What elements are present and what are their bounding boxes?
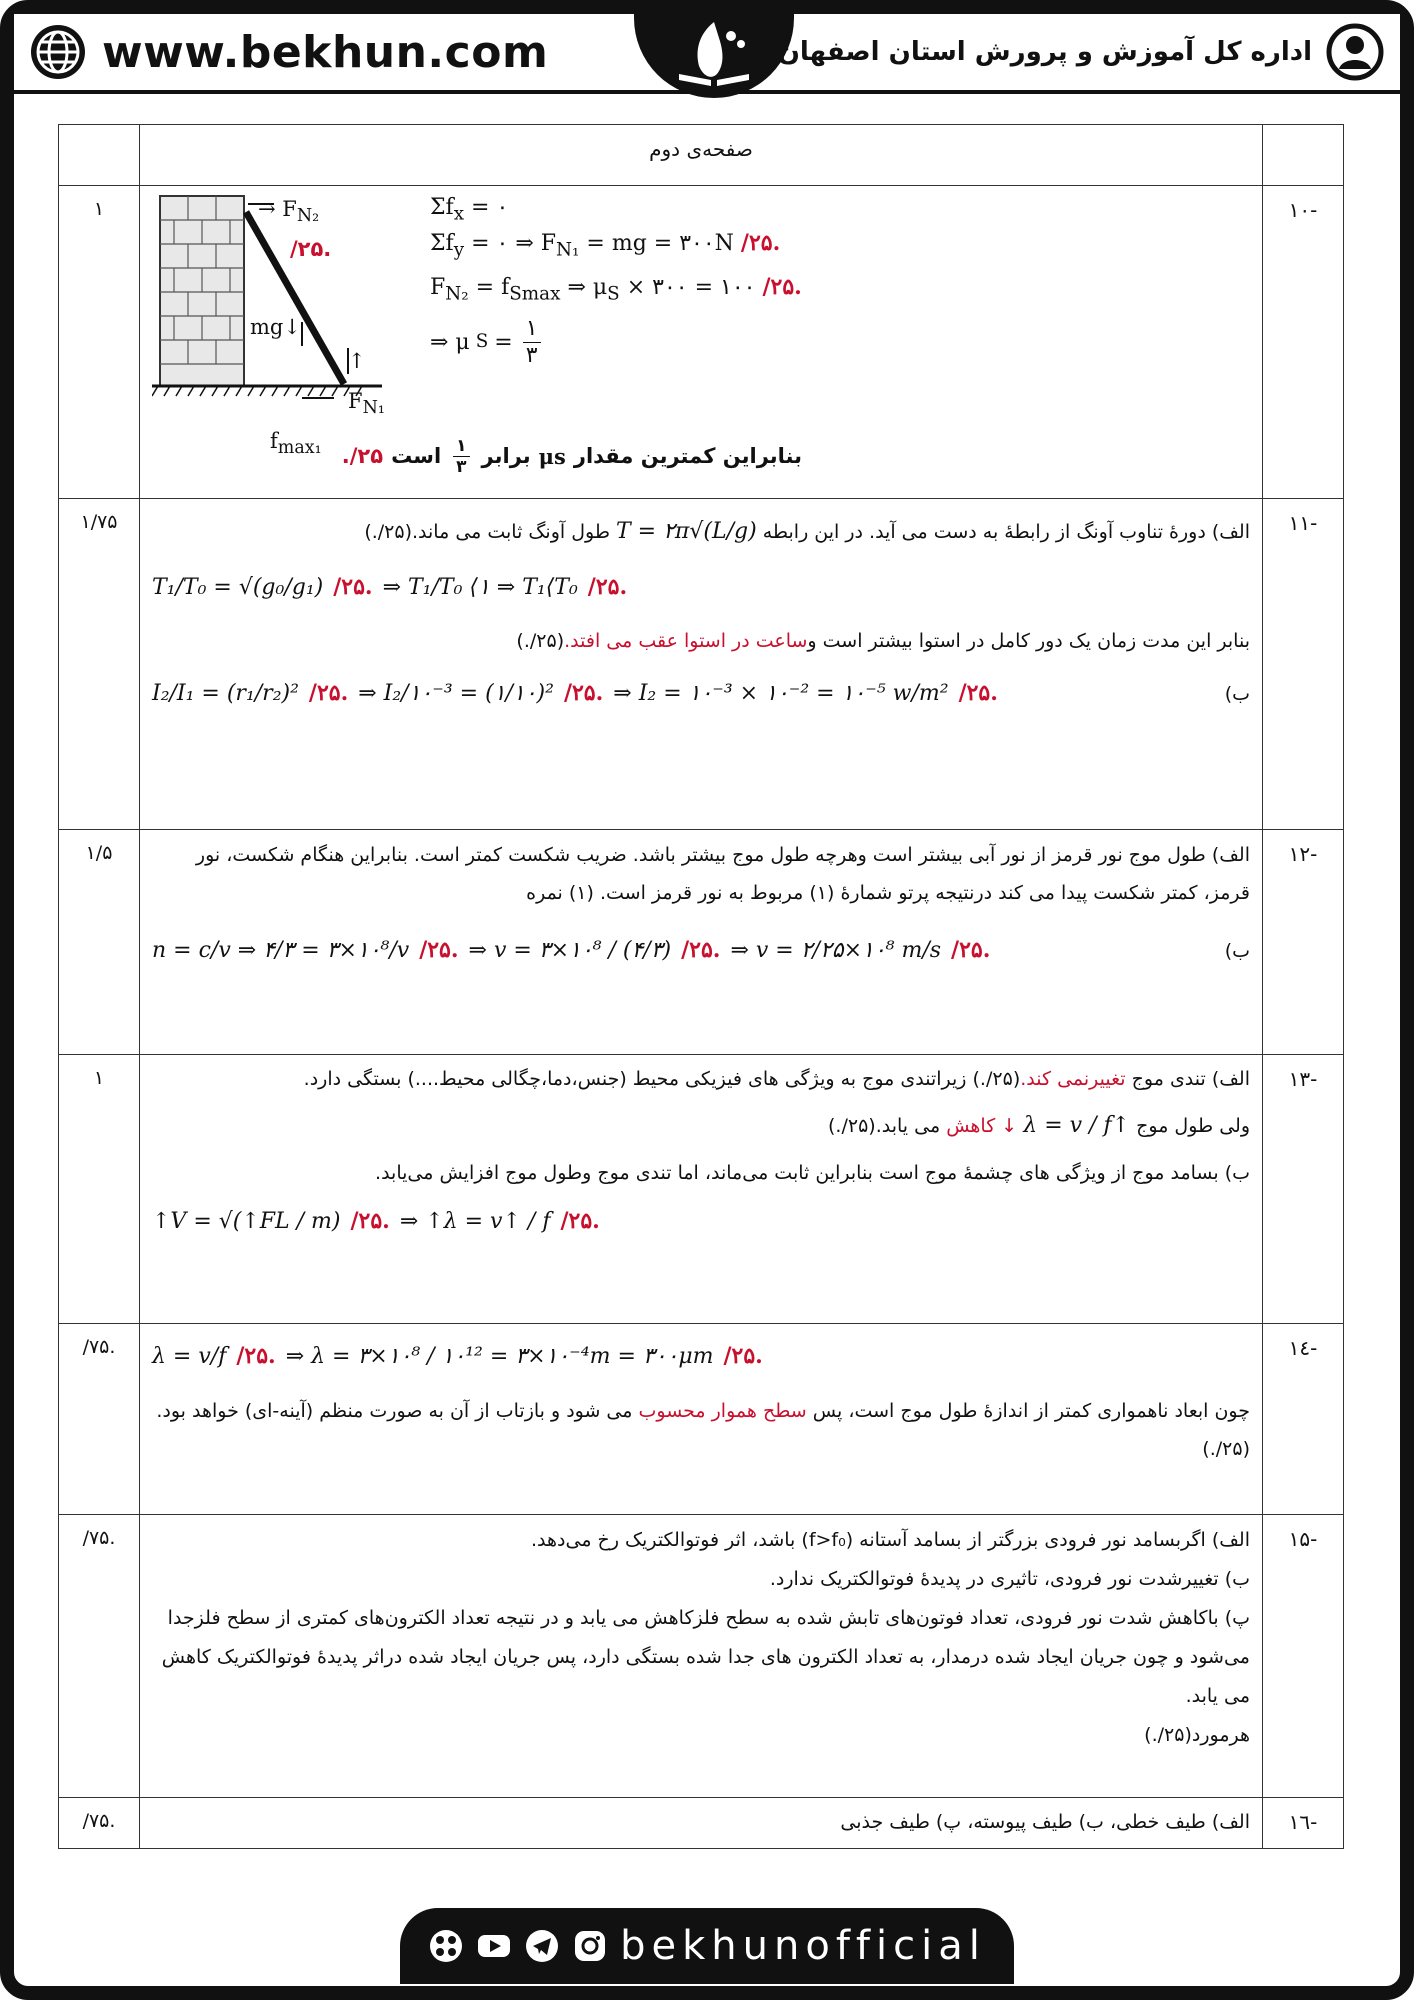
answer-body <box>140 830 1263 1055</box>
answer-body <box>140 1798 1263 1849</box>
question-score: /۷۵. <box>59 1515 140 1798</box>
question-row-16 <box>59 1798 1344 1849</box>
eq-sum-fy: $\Sigma f_y$ = ۰ ⇒ $F_{N_1}$ = mg = ۳۰۰N /۲۵. <box>430 229 781 261</box>
answer-body <box>140 499 1263 830</box>
org-title <box>778 24 1384 80</box>
brand-logo <box>634 10 794 98</box>
question-number: -۱٤ <box>1263 1324 1344 1515</box>
question-number: -۱۲ <box>1263 830 1344 1055</box>
friction-label: $f_{max_1}$ <box>270 429 322 459</box>
normal-force-floor-label: ↑ $F_{N_1}$ <box>348 349 385 419</box>
org-title-text: اداره کل آموزش و پرورش استان اصفهان <box>777 37 1312 67</box>
question-number: -۱۰ <box>1263 186 1344 499</box>
user-icon <box>1326 23 1384 81</box>
social-handle[interactable]: bekhunofficial <box>620 1923 986 1969</box>
weight-label: mg↓ <box>250 315 301 339</box>
q12-line-b: ب) n = c/v ⇒ ۴/۳ = ۳×۱۰⁸/v /۲۵. ⇒ v = ۳×۱۰⁸ / (۴/۳) /۲۵. ⇒ v = ۲/۲۵×۱۰⁸ m/s /۲۵. <box>152 930 1250 972</box>
answer-body <box>140 1324 1263 1515</box>
question-row-11 <box>59 499 1344 830</box>
q12-formula: n = c/v ⇒ ۴/۳ = ۳×۱۰⁸/v /۲۵. ⇒ v = ۳×۱۰⁸ / (۴/۳) /۲۵. ⇒ v = ۲/۲۵×۱۰⁸ m/s /۲۵. <box>152 937 991 963</box>
telegram-icon[interactable] <box>524 1928 560 1964</box>
question-score: ۱ <box>59 1055 140 1324</box>
aparat-icon[interactable] <box>428 1928 464 1964</box>
header-num-cell <box>1263 125 1344 186</box>
question-number: -۱٦ <box>1263 1798 1344 1849</box>
table-header-row <box>59 125 1344 186</box>
q13-line-a: الف) تندی موج تغییرنمی کند.(۲۵/.) زیراتندی موج به ویژگی های فیزیکی محیط (جنس،دما،چگالی محیط....) بستگی دارد. <box>303 1068 1250 1090</box>
question-row-15 <box>59 1515 1344 1798</box>
normal-force-wall-label: → $F_{N_2}$ <box>258 197 320 227</box>
q13-formula: ↑V = √(↑FL / m) /۲۵. ⇒ ↑λ = v↑ / f /۲۵. <box>152 1207 600 1234</box>
figure-mark: /۲۵. <box>290 237 332 261</box>
social-footer <box>400 1908 1014 1984</box>
site-url[interactable]: www.bekhun.com <box>102 26 549 78</box>
q11-line4: ب) I₂/I₁ = (r₁/r₂)² /۲۵. ⇒ I₂/۱۰⁻³ = (۱/۱۰)² /۲۵. ⇒ I₂ = ۱۰⁻³ × ۱۰⁻² = ۱۰⁻⁵ w/m² /۲۵. <box>152 673 1250 715</box>
eq-friction: $F_{N_2} = f_{Smax}$ ⇒ $\mu_S$ × ۳۰۰ = ۱۰۰ /۲۵. <box>430 273 802 305</box>
q14-formula: λ = v/f /۲۵. ⇒ λ = ۳×۱۰⁸ / ۱۰¹² = ۳×۱۰⁻⁴m = ۳۰۰μm /۲۵. <box>152 1343 763 1369</box>
site-link[interactable] <box>28 22 548 82</box>
q10-conclusion: بنابراین کمترین مقدار μs برابر $\frac{۱}{۳}$ است ۲۵/. <box>341 436 802 478</box>
question-row-14 <box>59 1324 1344 1515</box>
answer-table <box>58 124 1344 1849</box>
question-number: -۱۱ <box>1263 499 1344 830</box>
q15-line3: پ) باکاهش شدت نور فرودی، تعداد فوتون‌های تابش شده به سطح فلزکاهش می یابد و در نتیجه تعداد الکترون‌های کمتری از سطح فلزجدا می‌شود و چون جریان ایجاد شده درمدار، به تعداد الکترون های جدا شده بستگی دارد، پس جریان ایجاد شده دراثر پدیدهٔ فوتوالکتریک کاهش می یابد. <box>161 1606 1250 1707</box>
question-row-12 <box>59 830 1344 1055</box>
eq-sum-fx: $\Sigma f_x$ = ۰ <box>430 195 509 225</box>
question-number: -۱۵ <box>1263 1515 1344 1798</box>
q13-line-b: ولی طول موج λ = v / f↑ ↓ کاهش می یابد.(۲۵/.) <box>828 1113 1250 1139</box>
book-logo-icon <box>659 14 769 94</box>
q10-equations <box>430 192 802 370</box>
question-score: ۱/۵ <box>59 830 140 1055</box>
q14-para: چون ابعاد ناهمواری کمتر از اندازهٔ طول موج است، پس سطح هموار محسوب می شود و بازتاب از آن به صورت منظم (آینه-ای) خواهد بود.(۲۵/.) <box>156 1399 1250 1460</box>
header-score-cell <box>59 125 140 186</box>
q11-line3: بنابر این مدت زمان یک دور کامل در استوا بیشتر است وساعت در استوا عقب می افتد.(۲۵/.) <box>516 629 1250 652</box>
page-title: صفحه‌ی دوم <box>140 125 1263 186</box>
answer-body <box>140 186 1263 499</box>
question-score: ۱/۷۵ <box>59 499 140 830</box>
q13-line-c: ب) بسامد موج از ویژگی های چشمهٔ موج است بنابراین ثابت می‌ماند، اما تندی موج وطول موج افزایش می‌یابد. <box>375 1161 1250 1184</box>
q11-line2: T₁/T₀ = √(g₀/g₁) /۲۵. ⇒ T₁/T₀ ⟨۱ ⇒ T₁⟨T₀ /۲۵. <box>152 573 628 600</box>
q15-line4: هرمورد(۲۵/.) <box>1144 1723 1250 1746</box>
globe-icon <box>28 22 88 82</box>
question-number: -۱۳ <box>1263 1055 1344 1324</box>
answer-sheet <box>58 124 1344 1849</box>
question-score: /۷۵. <box>59 1798 140 1849</box>
question-row-13 <box>59 1055 1344 1324</box>
q12-para: الف) طول موج نور قرمز از نور آبی بیشتر است وهرچه طول موج بیشتر باشد. ضریب شکست کمتر است. بنابراین هنگام شکست، نور قرمز، کمتر شکست پیدا می کند درنتیجه پرتو شمارهٔ (۱) مربوط به نور قرمز است. (۱) نمره <box>195 844 1250 904</box>
question-score: /۷۵. <box>59 1324 140 1515</box>
q15-line2: ب) تغییرشدت نور فرودی، تاثیری در پدیدهٔ فوتوالکتریک ندارد. <box>769 1567 1250 1590</box>
q11-line4-formula: I₂/I₁ = (r₁/r₂)² /۲۵. ⇒ I₂/۱۰⁻³ = (۱/۱۰)² /۲۵. ⇒ I₂ = ۱۰⁻³ × ۱۰⁻² = ۱۰⁻⁵ w/m² /۲۵. <box>152 679 998 706</box>
youtube-icon[interactable] <box>476 1928 512 1964</box>
instagram-icon[interactable] <box>572 1928 608 1964</box>
question-score: ۱ <box>59 186 140 499</box>
q16-line1: الف) طیف خطی، ب) طیف پیوسته، پ) طیف جذبی <box>840 1811 1250 1833</box>
top-bar <box>14 14 1400 94</box>
q15-line1: الف) اگربسامد نور فرودی بزرگتر از بسامد آستانه (f>f₀) باشد، اثر فوتوالکتریک رخ می‌دهد. <box>531 1529 1250 1551</box>
answer-body <box>140 1515 1263 1798</box>
eq-mu: ⇒ μ S = $\frac{۱}{۳}$ <box>430 316 802 370</box>
answer-body <box>140 1055 1263 1324</box>
q11-line1: الف) دورهٔ تناوب آونگ از رابطهٔ به دست می آید. در این رابطه T = ۲π√(L/g) طول آونگ ثابت می ماند.(۲۵/.) <box>364 519 1250 544</box>
question-row-10 <box>59 186 1344 499</box>
